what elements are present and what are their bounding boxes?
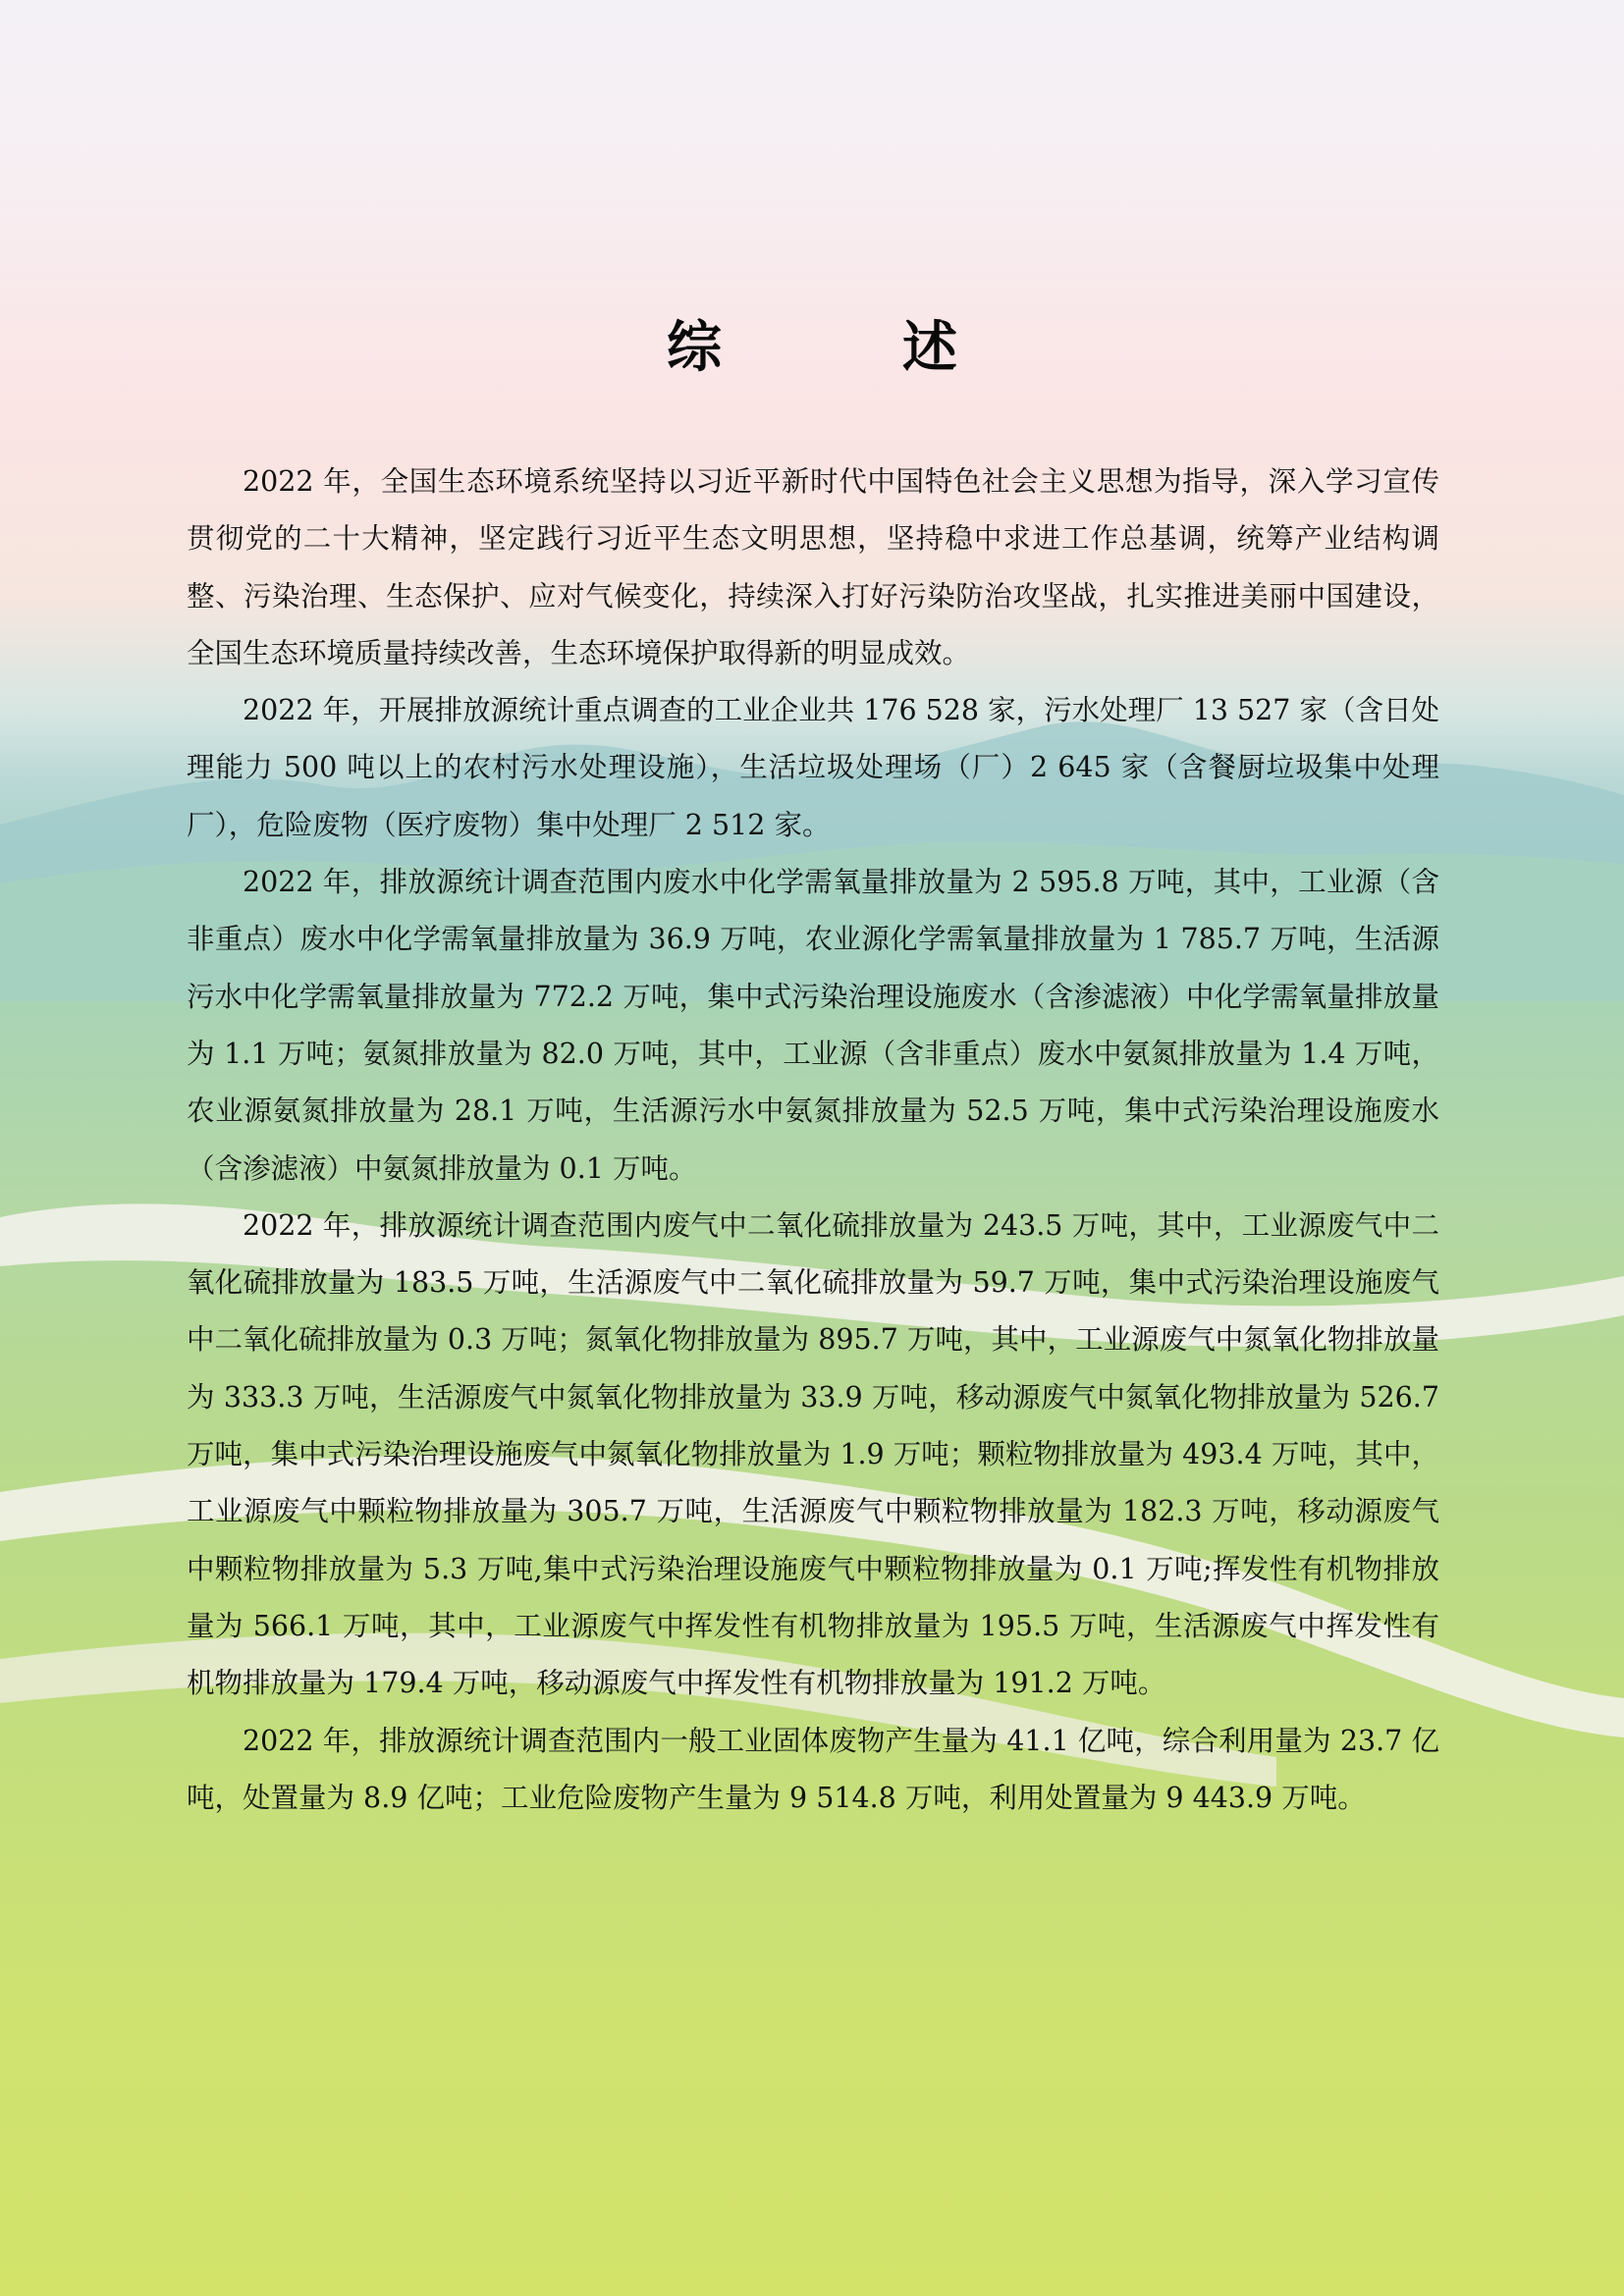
- paragraph-wastewater: 2022 年，排放源统计调查范围内废水中化学需氧量排放量为 2 595.8 万吨，其中，工业源（含非重点）废水中化学需氧量排放量为 36.9 万吨，农业源化学需氧量排放量为 1 785.7 万吨，生活源污水中化学需氧量排放量为 772.2 万吨，集中式污染治理设施废水（含渗滤液）中化学需氧量排放量为 1.1 万吨；氨氮排放量为 82.0 万吨，其中，工业源（含非重点）废水中氨氮排放量为 1.4 万吨，农业源氨氮排放量为 28.1 万吨，生活源污水中氨氮排放量为 52.5 万吨，集中式污染治理设施废水（含渗滤液）中氨氮排放量为 0.1 万吨。: [187, 866, 1439, 1185]
- paragraph-solid-waste: 2022 年，排放源统计调查范围内一般工业固体废物产生量为 41.1 亿吨，综合利用量为 23.7 亿吨，处置量为 8.9 亿吨；工业危险废物产生量为 9 514.8 万吨，利用处置量为 9 443.9 万吨。: [187, 1724, 1439, 1814]
- paragraph-overview: 2022 年，全国生态环境系统坚持以习近平新时代中国特色社会主义思想为指导，深入学习宣传贯彻党的二十大精神，坚定践行习近平生态文明思想，坚持稳中求进工作总基调，统筹产业结构调整、污染治理、生态保护、应对气候变化，持续深入打好污染防治攻坚战，扎实推进美丽中国建设，全国生态环境质量持续改善，生态环境保护取得新的明显成效。: [187, 465, 1439, 669]
- document-title: 综 述: [667, 315, 1020, 380]
- document-body: [187, 454, 1439, 1827]
- paragraph-waste-gas: 2022 年，排放源统计调查范围内废气中二氧化硫排放量为 243.5 万吨，其中，工业源废气中二氧化硫排放量为 183.5 万吨，生活源废气中二氧化硫排放量为 59.7 万吨，集中式污染治理设施废气中二氧化硫排放量为 0.3 万吨；氮氧化物排放量为 895.7 万吨，其中，工业源废气中氮氧化物排放量为 333.3 万吨，生活源废气中氮氧化物排放量为 33.9 万吨，移动源废气中氮氧化物排放量为 526.7 万吨，集中式污染治理设施废气中氮氧化物排放量为 1.9 万吨；颗粒物排放量为 493.4 万吨，其中，工业源废气中颗粒物排放量为 305.7 万吨，生活源废气中颗粒物排放量为 182.3 万吨，移动源废气中颗粒物排放量为 5.3 万吨,集中式污染治理设施废气中颗粒物排放量为 0.1 万吨;挥发性有机物排放量为 566.1 万吨，其中，工业源废气中挥发性有机物排放量为 195.5 万吨，生活源废气中挥发性有机物排放量为 179.4 万吨，移动源废气中挥发性有机物排放量为 191.2 万吨。: [187, 1208, 1439, 1700]
- paragraph-survey-units: 2022 年，开展排放源统计重点调查的工业企业共 176 528 家，污水处理厂 13 527 家（含日处理能力 500 吨以上的农村污水处理设施），生活垃圾处理场（厂）2 645 家（含餐厨垃圾集中处理厂），危险废物（医疗废物）集中处理厂 2 512 家。: [187, 694, 1439, 841]
